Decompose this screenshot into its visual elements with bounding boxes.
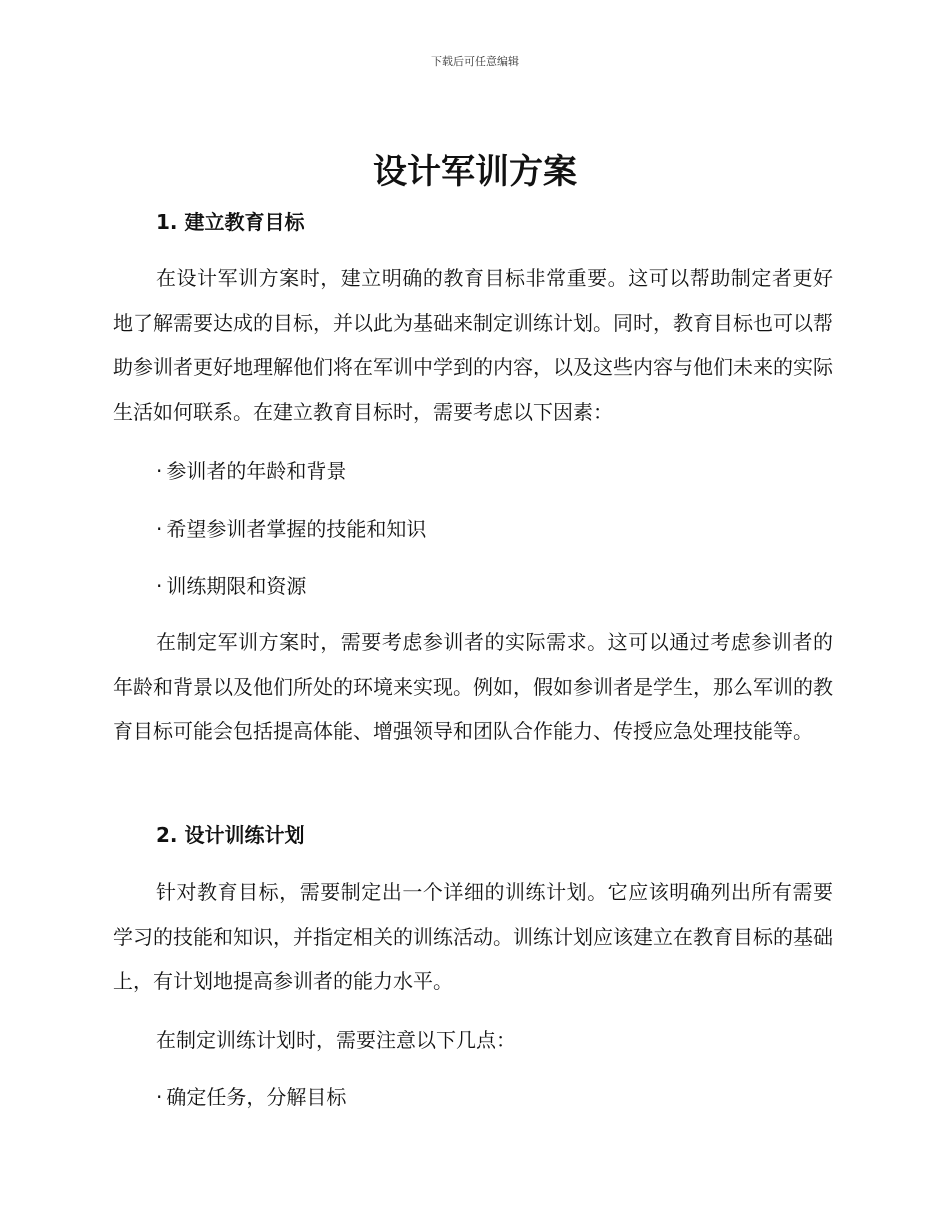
bullet-text: 希望参训者掌握的技能和知识 [166,517,427,541]
section-heading-2: 2. 设计训练计划 [156,823,305,847]
bullet-text: 训练期限和资源 [166,574,307,598]
section2-paragraph-2: 在制定训练计划时，需要注意以下几点： [156,1028,516,1052]
bullet-item [156,514,426,544]
bullet-dot: · [156,459,163,483]
section1-paragraph-2: 在制定军训方案时，需要考虑参训者的实际需求。这可以通过考虑参训者的年龄和背景以及他们所处的环境来实现。例如，假如参训者是学生，那么军训的教育目标可能会包括提高体能、增强领导和团队合作能力、传授应急处理技能等。 [113,630,833,743]
bullet-text: 确定任务，分解目标 [166,1085,347,1109]
bullet-item [156,456,346,486]
bullet-item [156,571,306,601]
bullet-item [156,1082,346,1112]
bullet-dot: · [156,574,163,598]
bullet-text: 参训者的年龄和背景 [166,459,347,483]
document-title: 设计军训方案 [373,152,577,192]
section1-paragraph-1: 在设计军训方案时，建立明确的教育目标非常重要。这可以帮助制定者更好地了解需要达成的目标，并以此为基础来制定训练计划。同时，教育目标也可以帮助参训者更好地理解他们将在军训中学到的内容，以及这些内容与他们未来的实际生活如何联系。在建立教育目标时，需要考虑以下因素： [113,266,833,424]
bullet-dot: · [156,517,163,541]
header-note: 下载后可任意编辑 [431,55,519,68]
bullet-dot: · [156,1085,163,1109]
section-heading-1: 1. 建立教育目标 [156,210,305,234]
section2-paragraph-1: 针对教育目标，需要制定出一个详细的训练计划。它应该明确列出所有需要学习的技能和知识，并指定相关的训练活动。训练计划应该建立在教育目标的基础上，有计划地提高参训者的能力水平。 [113,880,833,993]
